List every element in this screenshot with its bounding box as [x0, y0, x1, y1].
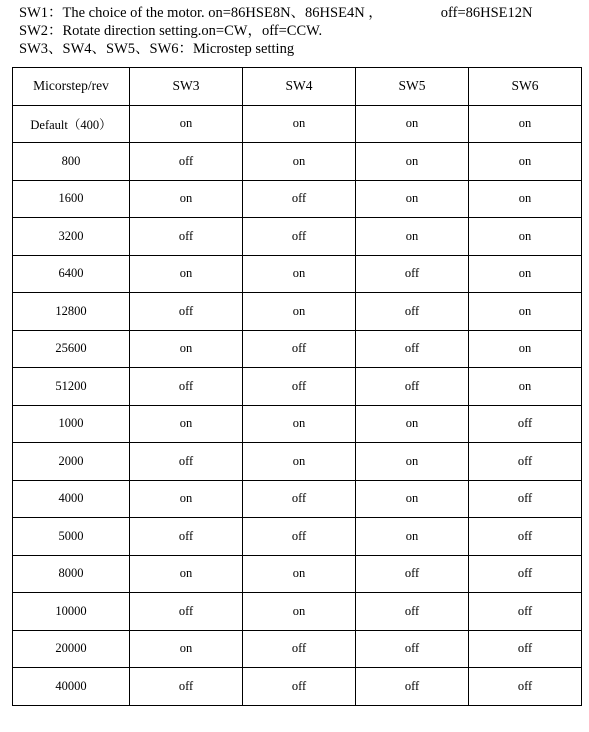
microstep-cell: 1600: [13, 180, 130, 218]
sw4-cell: off: [243, 368, 356, 406]
sw5-cell: on: [356, 518, 469, 556]
microstep-cell: 25600: [13, 330, 130, 368]
sw3-cell: off: [130, 593, 243, 631]
sw6-cell: on: [469, 293, 582, 331]
sw5-cell: on: [356, 143, 469, 181]
table-row: [13, 630, 582, 668]
microstep-cell: 8000: [13, 555, 130, 593]
sw4-cell: on: [243, 443, 356, 481]
sw3-cell: on: [130, 105, 243, 143]
sw4-cell: on: [243, 105, 356, 143]
table-header-row: [13, 68, 582, 106]
sw6-cell: off: [469, 405, 582, 443]
column-header-sw5: SW5: [356, 68, 469, 106]
column-header-sw6: SW6: [469, 68, 582, 106]
sw3-cell: off: [130, 518, 243, 556]
sw1-note: [19, 4, 584, 22]
sw6-cell: off: [469, 630, 582, 668]
sw3-cell: off: [130, 293, 243, 331]
sw5-cell: on: [356, 105, 469, 143]
table-row: [13, 668, 582, 706]
table-row: [13, 293, 582, 331]
sw4-cell: on: [243, 143, 356, 181]
sw3-cell: off: [130, 218, 243, 256]
microstep-cell: 3200: [13, 218, 130, 256]
sw5-cell: off: [356, 330, 469, 368]
microstep-cell: Default（400）: [13, 105, 130, 143]
sw6-cell: off: [469, 668, 582, 706]
sw1-note-main: SW1：The choice of the motor. on=86HSE8N、86HSE4N ，: [19, 5, 383, 21]
table-row: [13, 405, 582, 443]
sw4-cell: on: [243, 593, 356, 631]
table-row: [13, 143, 582, 181]
table-row: [13, 368, 582, 406]
sw5-cell: on: [356, 218, 469, 256]
table-row: [13, 255, 582, 293]
sw3-cell: off: [130, 143, 243, 181]
sw4-cell: off: [243, 668, 356, 706]
table-row: [13, 593, 582, 631]
sw5-cell: on: [356, 480, 469, 518]
sw6-cell: on: [469, 255, 582, 293]
sw3-6-note: SW3、SW4、SW5、SW6：Microstep setting: [19, 41, 295, 57]
microstep-cell: 51200: [13, 368, 130, 406]
microstep-cell: 20000: [13, 630, 130, 668]
sw4-cell: off: [243, 518, 356, 556]
sw4-cell: on: [243, 405, 356, 443]
sw6-cell: on: [469, 143, 582, 181]
table-row: [13, 330, 582, 368]
sw6-cell: off: [469, 480, 582, 518]
sw4-cell: on: [243, 555, 356, 593]
table-row: [13, 218, 582, 256]
sw6-cell: off: [469, 518, 582, 556]
microstep-cell: 12800: [13, 293, 130, 331]
microstep-cell: 4000: [13, 480, 130, 518]
sw1-note-off: off=86HSE12N: [440, 5, 533, 21]
sw3-cell: off: [130, 443, 243, 481]
sw6-cell: on: [469, 218, 582, 256]
microstep-cell: 1000: [13, 405, 130, 443]
sw5-cell: on: [356, 443, 469, 481]
sw6-cell: off: [469, 443, 582, 481]
table-row: [13, 518, 582, 556]
microstep-cell: 10000: [13, 593, 130, 631]
column-header-sw3: SW3: [130, 68, 243, 106]
table-row: [13, 480, 582, 518]
table-body: [13, 105, 582, 705]
sw6-cell: on: [469, 180, 582, 218]
sw4-cell: off: [243, 330, 356, 368]
sw4-cell: on: [243, 255, 356, 293]
sw5-cell: off: [356, 255, 469, 293]
sw3-cell: on: [130, 180, 243, 218]
sw6-cell: on: [469, 330, 582, 368]
column-header-sw4: SW4: [243, 68, 356, 106]
sw5-cell: off: [356, 593, 469, 631]
sw2-note: SW2：Rotate direction setting.on=CW，off=CCW.: [19, 23, 323, 39]
table-row: [13, 180, 582, 218]
microstep-cell: 5000: [13, 518, 130, 556]
sw5-cell: off: [356, 555, 469, 593]
table-row: [13, 105, 582, 143]
sw6-cell: off: [469, 593, 582, 631]
sw3-cell: on: [130, 255, 243, 293]
sw4-cell: off: [243, 180, 356, 218]
sw3-cell: off: [130, 368, 243, 406]
switch-notes: [19, 4, 584, 58]
column-header-microstep: Micorstep/rev: [13, 68, 130, 106]
microstep-cell: 40000: [13, 668, 130, 706]
sw5-cell: on: [356, 180, 469, 218]
sw4-cell: off: [243, 480, 356, 518]
table-row: [13, 443, 582, 481]
microstep-cell: 6400: [13, 255, 130, 293]
sw6-cell: off: [469, 555, 582, 593]
sw4-cell: off: [243, 218, 356, 256]
sw3-cell: on: [130, 405, 243, 443]
sw3-cell: off: [130, 668, 243, 706]
sw3-cell: on: [130, 480, 243, 518]
sw6-cell: on: [469, 105, 582, 143]
sw5-cell: off: [356, 630, 469, 668]
microstep-table: [12, 67, 582, 706]
table-row: [13, 555, 582, 593]
microstep-cell: 800: [13, 143, 130, 181]
sw4-cell: off: [243, 630, 356, 668]
sw3-cell: on: [130, 330, 243, 368]
sw3-cell: on: [130, 630, 243, 668]
sw5-cell: off: [356, 668, 469, 706]
sw4-cell: on: [243, 293, 356, 331]
sw5-cell: on: [356, 405, 469, 443]
microstep-cell: 2000: [13, 443, 130, 481]
sw3-cell: on: [130, 555, 243, 593]
sw5-cell: off: [356, 293, 469, 331]
sw6-cell: on: [469, 368, 582, 406]
sw5-cell: off: [356, 368, 469, 406]
